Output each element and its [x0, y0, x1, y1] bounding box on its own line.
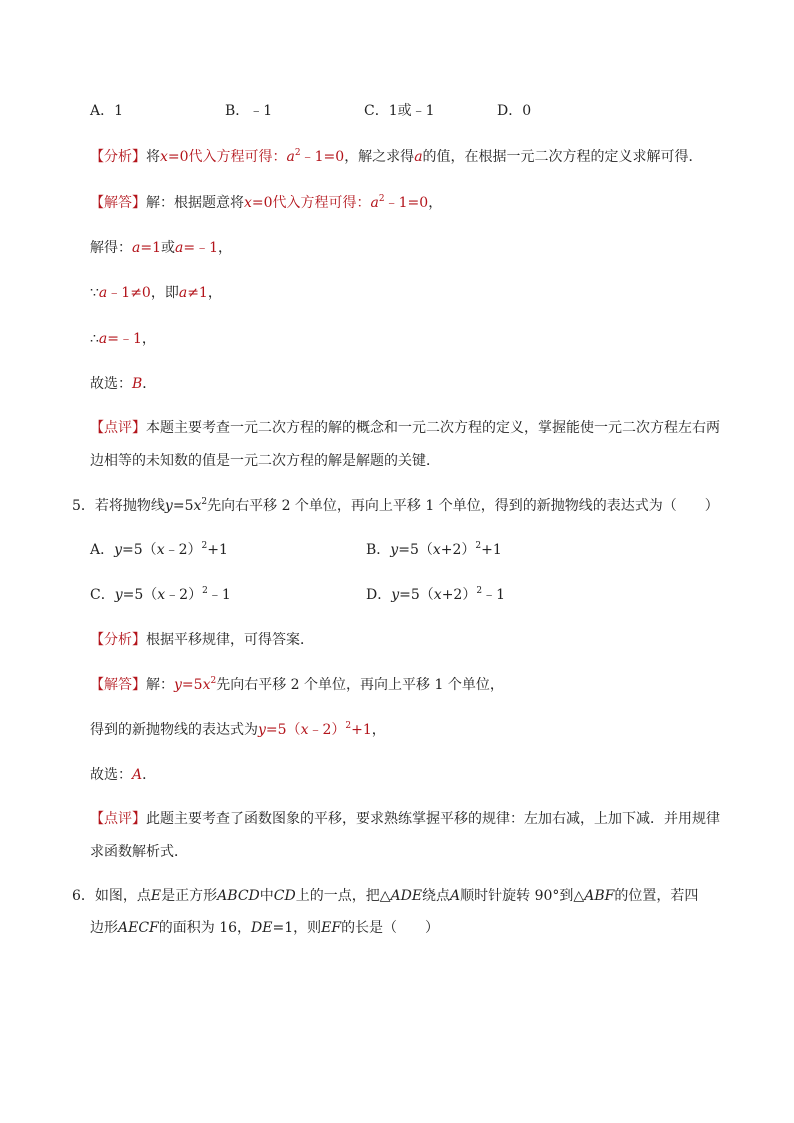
comment-tag: 【点评】	[90, 420, 146, 436]
q4-choice: 故选：B．	[90, 376, 157, 392]
q4-step-because: ∵a﹣1≠0，即a≠1，	[90, 285, 222, 301]
q4-options	[90, 101, 690, 121]
answer-tag: 【解答】	[90, 195, 146, 211]
q5-option-b[interactable]: B．$y=5(x+2)^2+1$	[366, 541, 502, 558]
answer-tag: 【解答】	[90, 677, 146, 693]
q4-comment-line-1: 【点评】本题主要考查一元二次方程的解的概念和一元二次方程的定义，掌握能使一元二次方程左右两	[90, 420, 720, 436]
q4-analysis: 【分析】将x=0代入方程可得：$a^2﹣1=0$，解之求得a的值，在根据一元二次方程的定义求解可得．	[90, 148, 703, 165]
q4-step-therefore: ∴a=﹣1，	[90, 331, 156, 347]
q5-comment-line-2: 求函数解析式．	[90, 844, 188, 860]
q5-question: 5．若将抛物线$y=5x^2$先向右平移 2 个单位，再向上平移 1 个单位，得到的新抛物线的表达式为（ ）	[72, 497, 719, 514]
q4-option-c[interactable]: C．1或﹣1	[364, 103, 435, 119]
analysis-tag: 【分析】	[90, 149, 146, 165]
q5-choice: 故选：A．	[90, 767, 157, 783]
q5-option-a[interactable]: A．y=5（x﹣2）$^2$+1	[90, 541, 228, 558]
q4-option-d[interactable]: D．0	[497, 103, 532, 119]
q5-number: 5．	[72, 498, 95, 514]
q5-option-c[interactable]: C．y=5（x﹣2）$^2$﹣1	[90, 586, 231, 603]
q5-answer: 【解答】解：$y=5x^2$先向右平移 2 个单位，再向上平移 1 个单位，	[90, 676, 504, 693]
q4-option-b[interactable]: B．﹣1	[225, 103, 273, 119]
q5-comment-line-1: 【点评】此题主要考查了函数图象的平移，要求熟练掌握平移的规律：左加右减，上加下减．并用规律	[90, 811, 720, 827]
q5-result: 得到的新抛物线的表达式为y=5（x﹣2）$^2$+1，	[90, 721, 386, 738]
q5-analysis: 【分析】根据平移规律，可得答案．	[90, 632, 314, 648]
q6-number: 6．	[72, 888, 95, 904]
q5-option-d[interactable]: D．$y=5(x+2)^2﹣1$	[366, 586, 505, 603]
comment-tag: 【点评】	[90, 811, 146, 827]
q6-question-line-1: 6．如图，点E是正方形ABCD中CD上的一点，把△ADE绕点A顺时针旋转 90°到△ABF的位置，若四	[72, 888, 699, 904]
q4-option-a[interactable]: A．1	[90, 103, 124, 119]
q4-step-solve: 解得：a=1或a=﹣1，	[90, 240, 232, 256]
q4-comment-line-2: 边相等的未知数的值是一元二次方程的解是解题的关键．	[90, 453, 440, 469]
analysis-tag: 【分析】	[90, 632, 146, 648]
q6-question-line-2: 边形AECF的面积为 16，DE=1，则EF的长是（ ）	[90, 920, 440, 936]
q4-answer: 【解答】解：根据题意将x=0代入方程可得：$a^2﹣1=0$，	[90, 194, 443, 211]
